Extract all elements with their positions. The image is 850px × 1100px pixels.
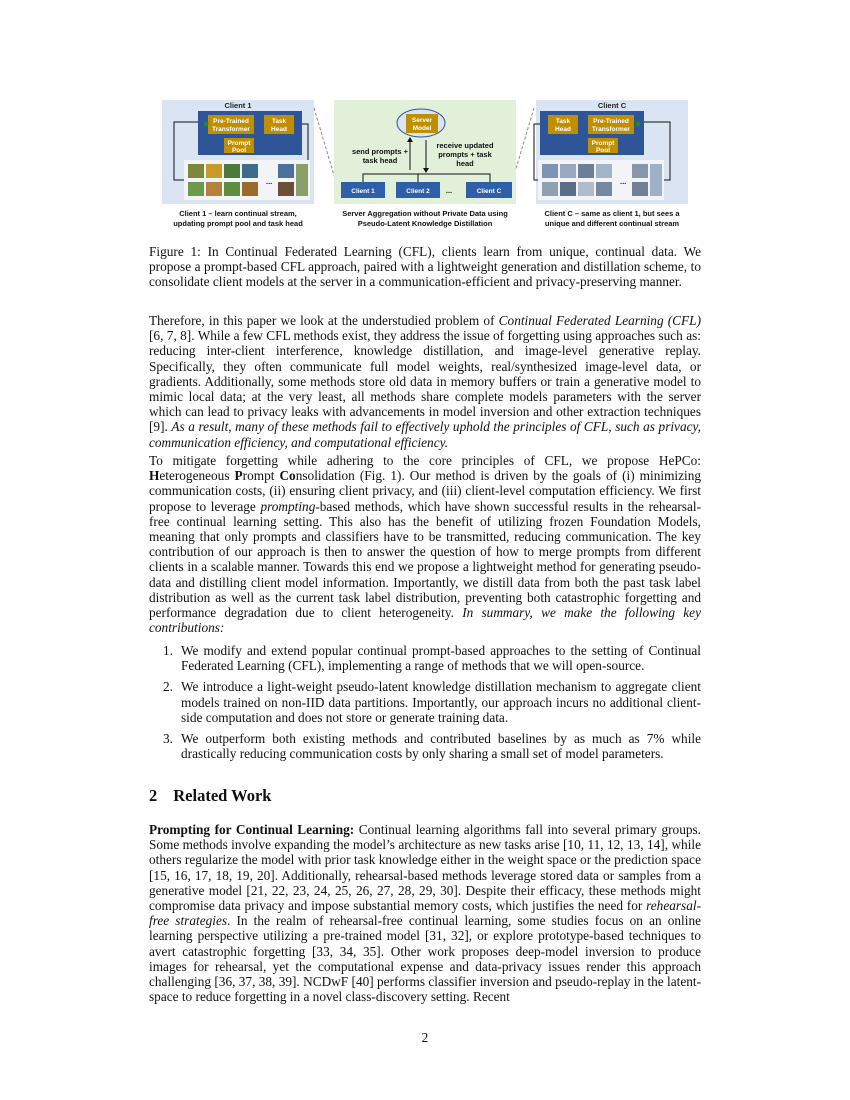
paragraph-prompting-cl bbox=[149, 822, 701, 1004]
p2-bold-h: H bbox=[149, 468, 160, 484]
server-client-ellipsis: ... bbox=[445, 186, 453, 195]
clientC-title: Client C bbox=[597, 101, 627, 110]
clientC-prompt-label2: Pool bbox=[595, 147, 611, 154]
client1-prompt-label1: Prompt bbox=[227, 140, 251, 147]
client1-thumb-3 bbox=[224, 164, 240, 178]
figure-caption-text: In Continual Federated Learning (CFL), clients learn from unique, continual data. We propose a prompt-based CFL approach, paired with a lightweight generation and distillation scheme, to consolidate client models at the server in a communication-efficient and privacy-preserving manner. bbox=[149, 244, 701, 290]
client1-thumb-9 bbox=[278, 164, 294, 178]
clientC-thumb-7 bbox=[578, 182, 594, 196]
p1-italic-cfl: Continual Federated Learning (CFL) bbox=[498, 313, 701, 328]
client1-ellipsis: ... bbox=[266, 177, 273, 186]
client1-lock-icon bbox=[204, 122, 209, 127]
contribution-number: 2. bbox=[163, 679, 173, 695]
clientC-thumb-2 bbox=[560, 164, 576, 178]
receive-label-line1: receive updated bbox=[436, 141, 494, 150]
section-heading-related-work bbox=[149, 786, 272, 806]
connector-left-top bbox=[314, 108, 336, 182]
p2-co-rest: nsolidation (Fig. 1). Our method is driven by the goals of (i) minimizing communication costs, (ii) ensuring client privacy, and (iii) client-level computation efficiency. We first propose to leverage bbox=[149, 468, 701, 514]
client1-thumb-2 bbox=[206, 164, 222, 178]
clientC-thumb-10 bbox=[632, 182, 648, 196]
figure-caption bbox=[149, 244, 701, 290]
client1-thumb-11 bbox=[296, 164, 308, 196]
p3-text-b: . In the realm of rehearsal-free continual learning, some studies focus on an online learning perspective utilizing a pre-trained model [31, 32], or explore prototype-based techniques to avert catastrophic forgetting [33, 34, 35]. Other work proposes deep-model inversion to produce images for rehearsal, yet the computational expense and data-privacy issues render this approach challenging [36, 37, 38, 39]. NCDwF [40] performs classifier inversion and pseudo-replay in the latent-space to reduce forgetting in a novel class-discovery setting. Recent bbox=[149, 913, 701, 1005]
p2-italic-summary: In summary, we make the following key contributions: bbox=[149, 605, 701, 636]
server-clientC-label: Client C bbox=[476, 188, 502, 195]
clientC-lock-icon bbox=[636, 122, 641, 127]
p2-text-b: -based methods, which have shown successful results in the rehearsal-free continual learning setting. This also has the benefit of utilizing frozen Foundation Models, meaning that only prompts and classifiers have to be transmitted, reducing communication. The key contribution of our approach is then to answer the question of how to merge prompts from different clients in a scalable manner. Towards this end we propose a lightweight method for generating pseudo-data and distilling client model information. Importantly, we distill data from both the past task label distribution as well as the current task label distribution, preventing both catastrophic forgetting and performance degradation due to client heterogeneity. bbox=[149, 498, 701, 621]
client1-thumb-6 bbox=[206, 182, 222, 196]
server-client2-label: Client 2 bbox=[406, 188, 430, 195]
p2-bold-p: P bbox=[234, 468, 243, 484]
p2-text-a: To mitigate forgetting while adhering to the core principles of CFL, we propose HePCo: bbox=[149, 453, 701, 468]
server-client1-label: Client 1 bbox=[351, 188, 375, 195]
clientC-prompt-label1: Prompt bbox=[591, 140, 615, 147]
client1-title: Client 1 bbox=[224, 101, 252, 110]
client1-pretrained-label2: Transformer bbox=[212, 126, 250, 133]
client1-thumb-1 bbox=[188, 164, 204, 178]
page-number: 2 bbox=[421, 1030, 429, 1045]
clientC-pretrained-label2: Transformer bbox=[592, 126, 630, 133]
clientC-thumb-11 bbox=[650, 164, 662, 196]
p3-bold-heading: Prompting for Continual Learning: bbox=[149, 822, 355, 837]
contributions-list bbox=[149, 643, 701, 767]
contribution-text: We modify and extend popular continual prompt-based approaches to the setting of Continual Federated Learning (CFL), implementing a range of methods that we will open-source. bbox=[181, 643, 701, 674]
server-caption-line1: Server Aggregation without Private Data using bbox=[342, 209, 508, 218]
server-model-label2: Model bbox=[412, 125, 432, 132]
server-model-label1: Server bbox=[411, 117, 433, 124]
contribution-item bbox=[149, 731, 701, 761]
p1-text-a: Therefore, in this paper we look at the understudied problem of bbox=[149, 313, 499, 328]
clientC-thumb-5 bbox=[542, 182, 558, 196]
clientC-thumb-9 bbox=[632, 164, 648, 178]
client1-caption-line1: Client 1 – learn continual stream, bbox=[179, 209, 297, 218]
clientC-thumb-1 bbox=[542, 164, 558, 178]
section-number: 2 bbox=[149, 786, 158, 805]
clientC-caption-line2: unique and different continual stream bbox=[544, 219, 680, 228]
client1-task-label1: Task bbox=[271, 118, 287, 125]
clientC-task-label1: Task bbox=[555, 118, 571, 125]
section-title: Related Work bbox=[173, 786, 272, 805]
contribution-text: We introduce a light-weight pseudo-latent knowledge distillation mechanism to aggregate client models trained on non-IID data partitions. Importantly, our approach incurs no additional client-side computation and does not store or generate training data. bbox=[181, 679, 701, 725]
client1-thumb-8 bbox=[242, 182, 258, 196]
p2-p-rest: rompt bbox=[242, 468, 280, 484]
client1-thumb-7 bbox=[224, 182, 240, 196]
receive-label-line3: head bbox=[456, 159, 474, 168]
p2-bold-co: Co bbox=[279, 468, 296, 484]
clientC-thumb-8 bbox=[596, 182, 612, 196]
figure-1 bbox=[160, 98, 690, 232]
clientC-thumb-3 bbox=[578, 164, 594, 178]
contribution-number: 1. bbox=[163, 643, 173, 658]
receive-label-line2: prompts + task bbox=[438, 150, 492, 159]
p2-h-rest: eterogeneous bbox=[159, 468, 235, 484]
client1-prompt-label2: Pool bbox=[231, 147, 247, 154]
send-label-line2: task head bbox=[362, 156, 398, 165]
client1-task-label2: Head bbox=[271, 126, 287, 133]
contribution-item bbox=[149, 643, 701, 673]
clientC-pretrained-label1: Pre-Trained bbox=[593, 118, 629, 125]
clientC-caption-line1: Client C – same as client 1, but sees a bbox=[544, 209, 680, 218]
clientC-ellipsis: ... bbox=[620, 177, 627, 186]
p1-text-b: [6, 7, 8]. While a few CFL methods exist, they address the issue of forgetting using approaches such as: reducing inter-client interference, knowledge distillation, and image-level generative replay. Specifically, they often communicate full model weights, real/synthesized image-level data, or gradients. Additionally, some methods store old data in memory buffers or train a generative model to mimic local data; at the very least, all methods share complete models parameters with the server which can lead to privacy leaks with advancements in model inversion and other extraction techniques [9]. bbox=[149, 328, 701, 435]
p3-text-a: Continual learning algorithms fall into several primary groups. Some methods involve expanding the model’s architecture as new tasks arise [10, 11, 12, 13, 14], while others regularize the model with prior task knowledge either in the weight space or the prediction space [15, 16, 17, 18, 19, 20]. Additionally, rehearsal-based methods leverage stored data or samples from a generative model [21, 22, 23, 24, 25, 26, 27, 28, 29, 30]. Despite their efficacy, these methods might compromise data privacy and impose substantial memory costs, which justifies the need for bbox=[149, 822, 701, 914]
client1-pretrained-label1: Pre-Trained bbox=[213, 118, 249, 125]
client1-thumb-5 bbox=[188, 182, 204, 196]
server-caption-line2: Pseudo-Latent Knowledge Distillation bbox=[357, 219, 493, 228]
paragraph-intro-cfl bbox=[149, 313, 701, 450]
client1-thumb-4 bbox=[242, 164, 258, 178]
contribution-item bbox=[149, 679, 701, 725]
p1-italic-conclusion: As a result, many of these methods fail to effectively uphold the principles of CFL, such as privacy, communication efficiency, and computational efficiency. bbox=[149, 419, 702, 450]
clientC-task-label2: Head bbox=[555, 126, 571, 133]
p3-italic-rehearsal-free: rehearsal-free strategies bbox=[149, 898, 701, 929]
p2-italic-prompting: prompting bbox=[260, 498, 316, 514]
figure-caption-prefix: Figure 1: bbox=[149, 244, 201, 259]
contribution-number: 3. bbox=[163, 731, 173, 747]
client1-thumb-10 bbox=[278, 182, 294, 196]
contribution-text: We outperform both existing methods and contributed baselines by as much as 7% while drastically reducing communication costs by only sharing a small set of model parameters. bbox=[181, 731, 701, 762]
clientC-thumb-4 bbox=[596, 164, 612, 178]
paragraph-hepco bbox=[149, 453, 701, 635]
send-label-line1: send prompts + bbox=[351, 147, 409, 156]
clientC-thumb-6 bbox=[560, 182, 576, 196]
client1-caption-line2: updating prompt pool and task head bbox=[173, 219, 303, 228]
